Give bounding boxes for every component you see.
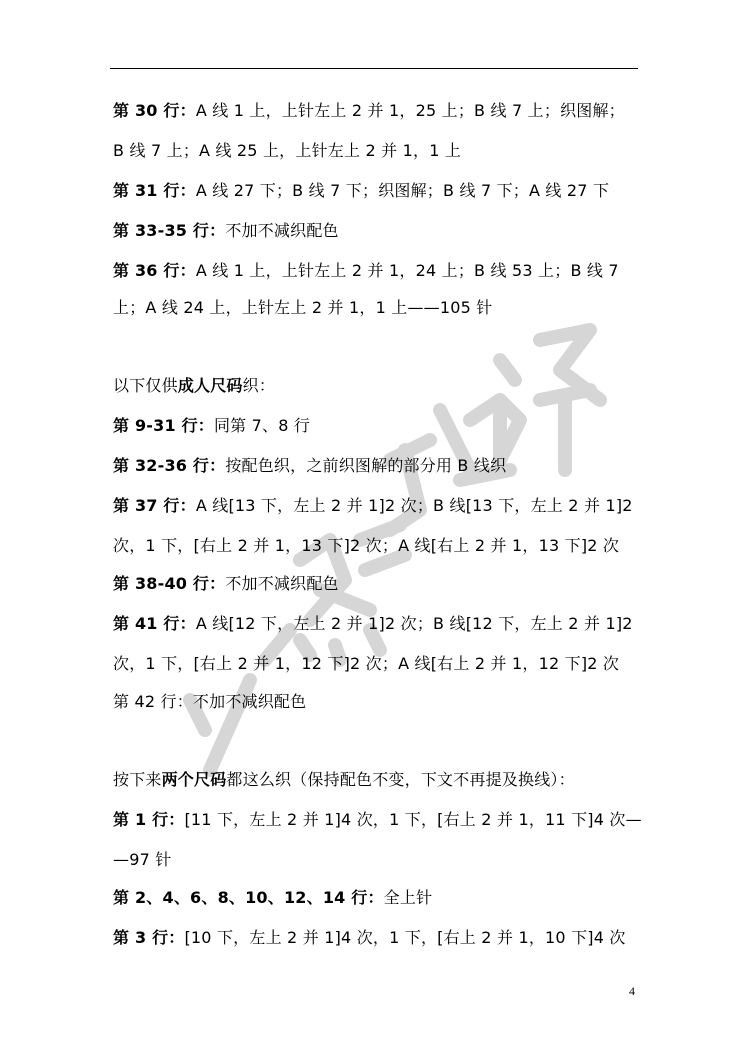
- row-label: 第 3 行：: [113, 928, 185, 947]
- row-text: A 线[12 下，左上 2 并 1]2 次；B 线[12 下，左上 2 并 1]2: [195, 614, 633, 633]
- row-text: [10 下，左上 2 并 1]4 次，1 下，[右上 2 并 1，10 下]4 次: [184, 928, 626, 947]
- row-text: B 线 7 上；A 线 25 上，上针左上 2 并 1，1 上: [113, 141, 462, 160]
- row-label: 第 32-36 行：: [113, 456, 226, 475]
- row-text: [11 下，左上 2 并 1]4 次，1 下，[右上 2 并 1，11 下]4 次—: [184, 810, 642, 829]
- row-label: 第 33-35 行：: [113, 221, 226, 240]
- row-text: A 线[13 下，左上 2 并 1]2 次；B 线[13 下，左上 2 并 1]2: [195, 496, 633, 515]
- note-text: 以下仅供: [113, 376, 178, 395]
- paragraph-row3: [113, 928, 626, 948]
- row-text: 上；A 线 24 上，上针左上 2 并 1，1 上——105 针: [113, 298, 493, 317]
- paragraph-row36-a: [113, 261, 619, 281]
- section-both-sizes-note: [113, 770, 575, 790]
- row-text: 全上针: [383, 888, 433, 907]
- paragraph-row1-a: [113, 810, 642, 830]
- row-label: 第 2、4、6、8、10、12、14 行：: [113, 888, 384, 907]
- paragraph-row41-b: [113, 654, 619, 674]
- header-rule: [110, 68, 638, 69]
- row-label: 第 36 行：: [113, 261, 196, 280]
- row-label: 第 37 行：: [113, 496, 196, 515]
- row-text: A 线 1 上，上针左上 2 并 1，24 上；B 线 53 上；B 线 7: [195, 261, 619, 280]
- row-text: 次，1 下，[右上 2 并 1，13 下]2 次；A 线[右上 2 并 1，13 下]2 次: [113, 536, 620, 555]
- paragraph-row1-b: [113, 850, 171, 870]
- paragraph-row42: [113, 692, 306, 712]
- row-text: 次，1 下，[右上 2 并 1，12 下]2 次；A 线[右上 2 并 1，12 下]2 次: [113, 654, 620, 673]
- row-text: A 线 27 下；B 线 7 下；织图解；B 线 7 下；A 线 27 下: [195, 181, 610, 200]
- paragraph-row30-a: [113, 101, 625, 121]
- row-label: 第 38-40 行：: [113, 574, 226, 593]
- row-text: A 线 1 上，上针左上 2 并 1，25 上；B 线 7 上；织图解；: [195, 101, 625, 120]
- row-text: 不加不减织配色: [225, 574, 339, 593]
- paragraph-row37-b: [113, 536, 619, 556]
- note-emphasis: 两个尺码: [161, 770, 227, 789]
- row-text: 按配色织，之前织图解的部分用 B 线织: [225, 456, 507, 475]
- row-text: —97 针: [113, 850, 172, 869]
- row-text: 不加不减织配色: [225, 221, 339, 240]
- paragraph-even-rows: [113, 888, 432, 908]
- paragraph-row9-31: [113, 416, 310, 436]
- row-text: 第 42 行：不加不减织配色: [113, 692, 307, 711]
- note-emphasis: 成人尺码: [177, 376, 243, 395]
- page-number: 4: [629, 984, 635, 998]
- row-label: 第 30 行：: [113, 101, 196, 120]
- row-label: 第 41 行：: [113, 614, 196, 633]
- paragraph-row38-40: [113, 574, 339, 594]
- note-text: 都这么织（保持配色不变，下文不再提及换线）：: [226, 770, 575, 789]
- paragraph-row30-b: [113, 141, 461, 161]
- paragraph-row36-b: [113, 298, 492, 318]
- note-text: 织：: [242, 376, 276, 395]
- row-text: 同第 7、8 行: [213, 416, 311, 435]
- note-text: 按下来: [113, 770, 162, 789]
- section-adult-note: [113, 376, 275, 396]
- paragraph-row41-a: [113, 614, 633, 634]
- row-label: 第 9-31 行：: [113, 416, 214, 435]
- paragraph-row31: [113, 181, 609, 201]
- row-label: 第 31 行：: [113, 181, 196, 200]
- paragraph-row33-35: [113, 221, 339, 241]
- paragraph-row37-a: [113, 496, 633, 516]
- paragraph-row32-36: [113, 456, 506, 476]
- row-label: 第 1 行：: [113, 810, 185, 829]
